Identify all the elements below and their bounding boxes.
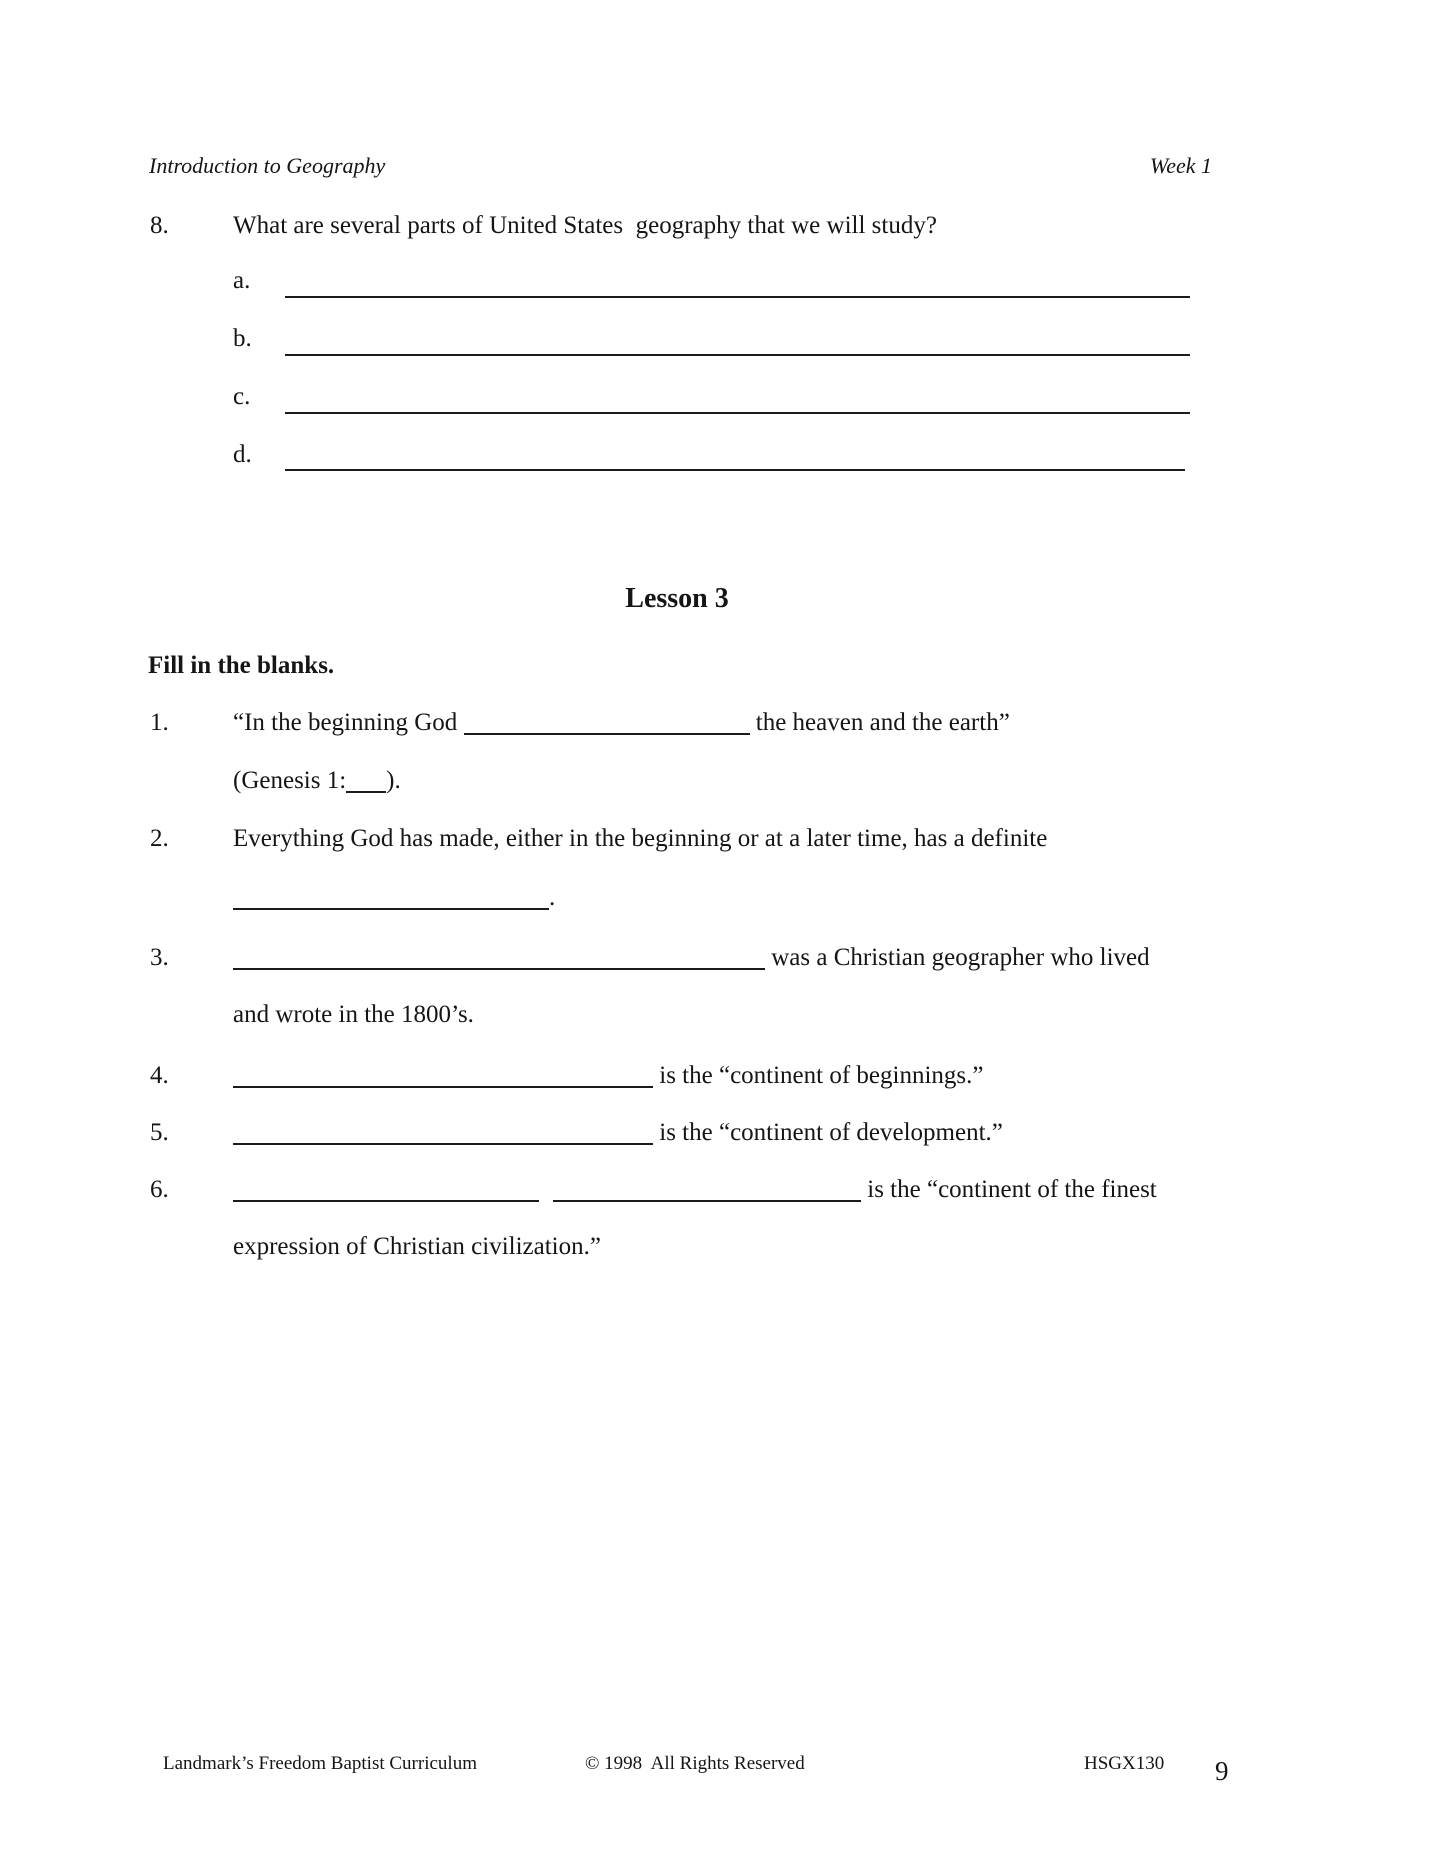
week-label-text: Week 1 [1149,152,1212,178]
course-title-text: Introduction to Geography [149,152,386,178]
question1-line1 [233,709,1010,737]
question1-number: 1. [150,709,169,736]
question3-post-text: was a Christian geographer who lived [771,944,1150,971]
footer-product-code-text: HSGX130 [1084,1752,1165,1774]
question2-line2 [233,884,555,912]
question6-post-text: is the “continent of the finest [867,1176,1157,1203]
question1-post-text: the heaven and the earth” [755,709,1010,736]
question6-number: 6. [150,1176,169,1203]
question8-number: 8. [150,212,169,239]
question5-line [233,1119,1003,1147]
question2-number: 2. [150,825,169,852]
question3-line1 [233,944,1150,972]
question5-number: 5. [150,1119,169,1146]
footer-copyright-text: © 1998 All Rights Reserved [585,1752,805,1774]
question5-answer-blank [233,1123,653,1145]
instruction-text-content: Fill in the blanks. [148,652,335,679]
question1-pre-text: “In the beginning God [233,709,458,736]
footer-page-number-text: 9 [1215,1755,1229,1786]
question1-answer-blank [464,713,750,735]
sub-item-c-label: c. [233,383,251,410]
question3-line2-text: and wrote in the 1800’s. [233,1001,474,1028]
question6-line2-text: expression of Christian civilization.” [233,1233,601,1260]
question4-number: 4. [150,1062,169,1089]
question3-number: 3. [150,944,169,971]
question4-post-text: is the “continent of beginnings.” [659,1062,984,1089]
answer-blank-line-b [285,354,1190,356]
footer-publisher-text: Landmark’s Freedom Baptist Curriculum [163,1752,477,1774]
question6-line1 [233,1176,1157,1204]
question6-answer-blank-2 [553,1180,861,1202]
instruction-text [148,652,334,680]
question1-genesis-pre: (Genesis 1: [233,767,347,794]
footer-page-number [1188,1721,1229,1822]
footer-copyright [566,1728,805,1799]
question8-text-content: What are several parts of United States geography that we will study? [233,212,937,239]
answer-blank-line-d [285,469,1185,471]
question1-line2 [233,767,401,795]
sub-item-d-label: d. [233,441,252,468]
question2-period: . [549,884,556,911]
lesson-heading [625,583,728,615]
footer-product-code [1065,1728,1164,1799]
question1-genesis-post: ). [386,767,401,794]
question1-verse-blank [346,771,386,793]
header-week-label [1128,124,1212,207]
answer-blank-line-a [285,296,1190,298]
footer-publisher [144,1728,477,1799]
lesson-heading-text: Lesson 3 [625,583,729,614]
question2-text: Everything God has made, either in the beginning or at a later time, has a definite [233,825,1048,852]
question4-line [233,1062,983,1090]
sub-item-b-label: b. [233,325,252,352]
question8-text [233,212,937,240]
header-course-title [127,124,385,207]
answer-blank-line-c [285,412,1190,414]
question6-line2 [233,1233,601,1261]
question3-line2 [233,1001,474,1029]
question4-answer-blank [233,1066,653,1088]
question5-post-text: is the “continent of development.” [659,1119,1003,1146]
question2-answer-blank [233,888,549,910]
question3-answer-blank [233,948,765,970]
question6-answer-blank-1 [233,1180,539,1202]
question2-line1 [233,825,1047,853]
sub-item-a-label: a. [233,267,251,294]
